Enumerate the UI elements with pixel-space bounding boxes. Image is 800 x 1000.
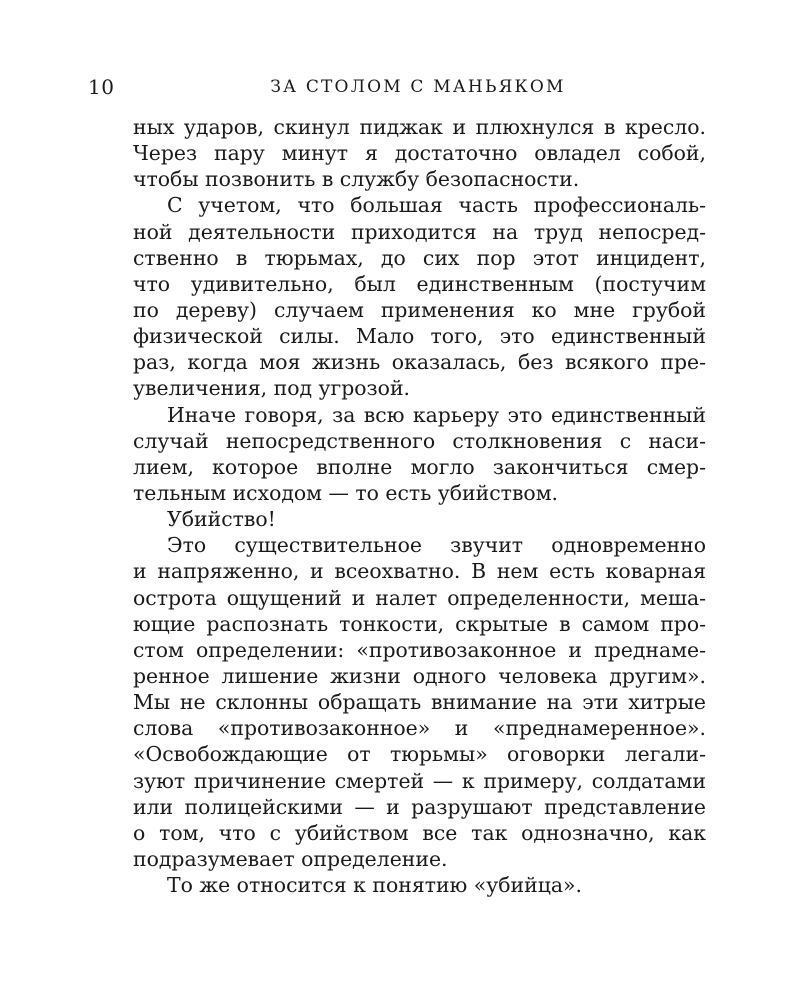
paragraph bbox=[133, 506, 706, 532]
text-line: подразумевает определение. bbox=[133, 846, 448, 871]
text-line: Мы не склонны обращать внимание на эти хитрые bbox=[133, 690, 706, 715]
running-header bbox=[88, 74, 708, 100]
text-line: случай непосредственного столкновения с наси- bbox=[133, 428, 706, 453]
text-line: ющие распознать тонкости, скрытые в самом про- bbox=[133, 611, 706, 636]
text-line: и напряженно, и всеохватно. В нем есть коварная bbox=[133, 559, 706, 584]
text-line: слова «противозаконное» и «преднамеренное». bbox=[133, 716, 706, 741]
body-text bbox=[133, 114, 706, 898]
text-line: или полицейскими — и разрушают представление bbox=[133, 794, 706, 819]
text-line: физической силы. Мало того, это единственный bbox=[133, 324, 706, 349]
text-line: Через пару минут я достаточно овладел собой, bbox=[133, 141, 706, 166]
paragraph bbox=[133, 114, 706, 192]
text-line: Это существительное звучит одновременно bbox=[167, 533, 706, 558]
text-line: ренное лишение жизни одного человека другим». bbox=[133, 663, 706, 688]
text-line: раз, когда моя жизнь оказалась, без всякого пре- bbox=[133, 350, 706, 375]
text-line: острота ощущений и налет определенности, меша- bbox=[133, 585, 706, 610]
text-line: То же относится к понятию «убийца». bbox=[167, 873, 582, 898]
paragraph bbox=[133, 532, 706, 872]
text-line: стом определении: «противозаконное и преднаме- bbox=[133, 637, 706, 662]
text-line: лием, которое вполне могло закончиться смер- bbox=[133, 454, 706, 479]
paragraph bbox=[133, 192, 706, 401]
text-line: тельным исходом — то есть убийством. bbox=[133, 480, 559, 505]
text-line: ных ударов, скинул пиджак и плюхнулся в кресло. bbox=[133, 115, 706, 139]
text-line: ственно в тюрьмах, до сих пор этот инцидент, bbox=[133, 245, 706, 270]
text-line: по дереву) случаем применения ко мне грубой bbox=[133, 297, 706, 322]
text-line: о том, что с убийством все так однозначно, как bbox=[133, 820, 706, 845]
text-line: Иначе говоря, за всю карьеру это единственный bbox=[167, 402, 706, 427]
text-line: ной деятельности приходится на труд непосред- bbox=[133, 219, 706, 244]
text-line: «Освобождающие от тюрьмы» оговорки легали- bbox=[133, 742, 706, 767]
text-line: чтобы позвонить в службу безопасности. bbox=[133, 167, 580, 192]
page-number: 10 bbox=[88, 75, 115, 99]
paragraph bbox=[133, 872, 706, 898]
running-title: ЗА СТОЛОМ С МАНЬЯКОМ bbox=[270, 77, 566, 97]
text-line: что удивительно, был единственным (постучим bbox=[133, 271, 706, 296]
paragraph bbox=[133, 402, 706, 507]
text-line: зуют причинение смертей — к примеру, солдатами bbox=[133, 768, 706, 793]
text-line: увеличения, под угрозой. bbox=[133, 376, 411, 401]
text-line: С учетом, что большая часть профессиональ- bbox=[167, 193, 706, 218]
text-line: Убийство! bbox=[167, 507, 276, 532]
